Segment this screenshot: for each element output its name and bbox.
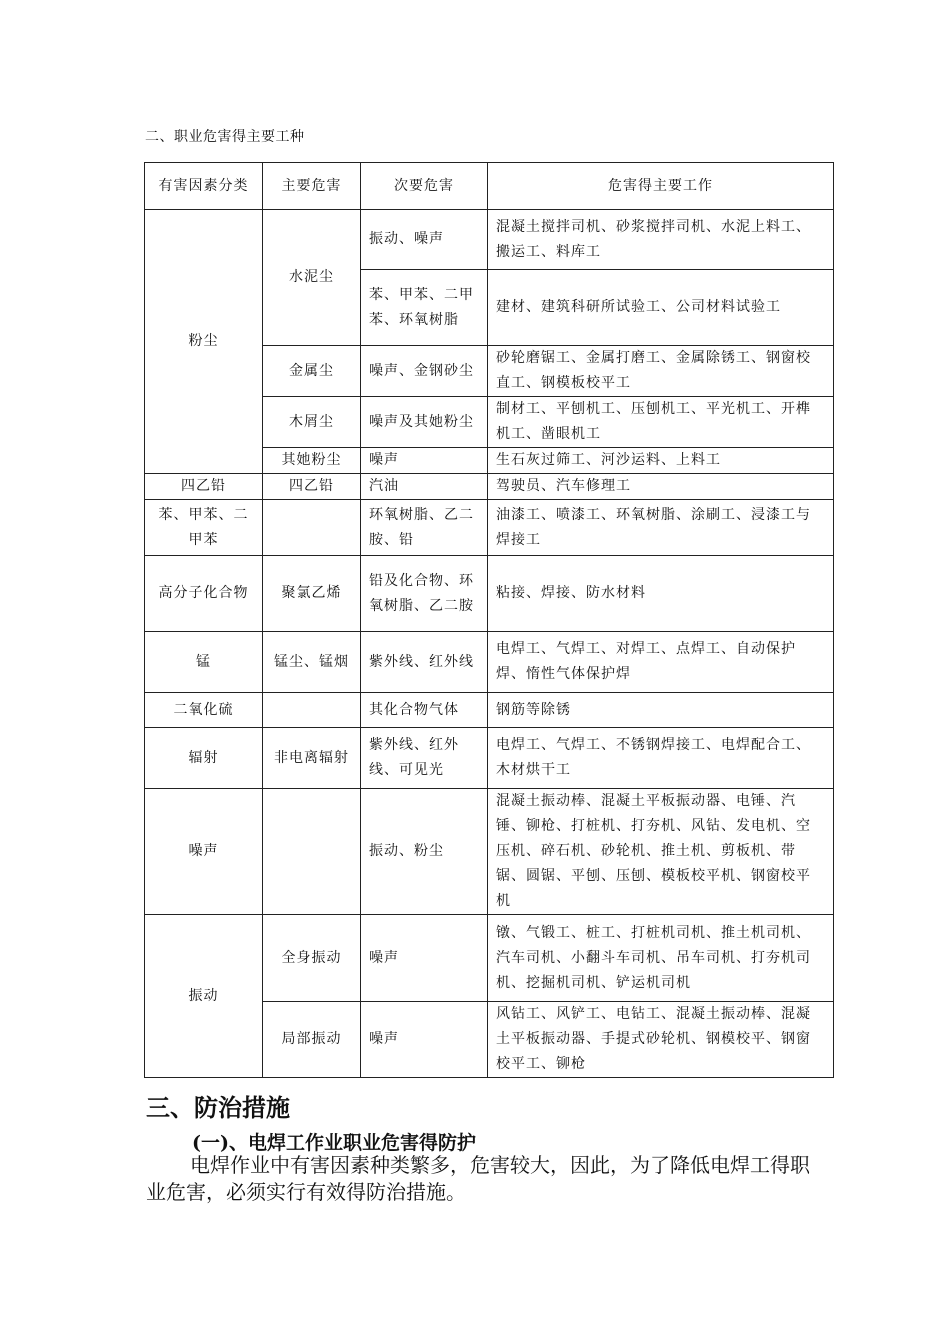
cell-main-hazard: 局部振动 xyxy=(263,1002,361,1078)
cell-minor-hazard: 噪声 xyxy=(361,1002,488,1078)
cell-work: 制材工、平刨机工、压刨机工、平光机工、开榫机工、凿眼机工 xyxy=(488,397,834,448)
cell-main-hazard: 聚氯乙烯 xyxy=(263,556,361,632)
table-row xyxy=(145,915,834,1002)
cell-category: 四乙铅 xyxy=(145,474,263,500)
body-paragraph: 电焊作业中有害因素种类繁多，危害较大，因此，为了降低电焊工得职业危害，必须实行有效得防治措施。 xyxy=(146,1153,810,1204)
cell-category: 粉尘 xyxy=(145,210,263,474)
cell-work: 粘接、焊接、防水材料 xyxy=(488,556,834,632)
cell-work: 建材、建筑科研所试验工、公司材料试验工 xyxy=(488,270,834,346)
table-row xyxy=(145,693,834,728)
table-row xyxy=(145,789,834,915)
table-row xyxy=(145,500,834,556)
cell-minor-hazard: 环氧树脂、乙二胺、铅 xyxy=(361,500,488,556)
cell-work: 电焊工、气焊工、不锈钢焊接工、电焊配合工、木材烘干工 xyxy=(488,728,834,789)
cell-minor-hazard: 苯、甲苯、二甲苯、环氧树脂 xyxy=(361,270,488,346)
cell-minor-hazard: 振动、粉尘 xyxy=(361,789,488,915)
cell-category: 苯、甲苯、二甲苯 xyxy=(145,500,263,556)
cell-minor-hazard: 噪声 xyxy=(361,448,488,474)
cell-main-hazard: 四乙铅 xyxy=(263,474,361,500)
cell-main-hazard: 全身振动 xyxy=(263,915,361,1002)
section-subtitle: 二、职业危害得主要工种 xyxy=(145,129,305,145)
cell-work: 砂轮磨锯工、金属打磨工、金属除锈工、钢窗校直工、钢模板校平工 xyxy=(488,346,834,397)
cell-minor-hazard: 紫外线、红外线、可见光 xyxy=(361,728,488,789)
cell-work: 生石灰过筛工、河沙运料、上料工 xyxy=(488,448,834,474)
hazard-table xyxy=(144,162,834,1078)
cell-work: 风钻工、风铲工、电钻工、混凝土振动棒、混凝土平板振动器、手提式砂轮机、钢模校平、钢窗校平工、铆枪 xyxy=(488,1002,834,1078)
cell-work: 电焊工、气焊工、对焊工、点焊工、自动保护焊、惰性气体保护焊 xyxy=(488,632,834,693)
cell-work: 驾驶员、汽车修理工 xyxy=(488,474,834,500)
cell-work: 混凝土搅拌司机、砂浆搅拌司机、水泥上料工、搬运工、料库工 xyxy=(488,210,834,270)
cell-category: 噪声 xyxy=(145,789,263,915)
cell-work: 镦、气锻工、桩工、打桩机司机、推土机司机、汽车司机、小翻斗车司机、吊车司机、打夯机司机、挖掘机司机、铲运机司机 xyxy=(488,915,834,1002)
subsection-heading: (一)、电焊工作业职业危害得防护 xyxy=(192,1132,476,1154)
cell-work: 混凝土振动棒、混凝土平板振动器、电锤、汽锤、铆枪、打桩机、打夯机、风钻、发电机、空压机、碎石机、砂轮机、推土机、剪板机、带锯、圆锯、平刨、压刨、模板校平机、钢窗校平机 xyxy=(488,789,834,915)
cell-work: 钢筋等除锈 xyxy=(488,693,834,728)
cell-category: 二氧化硫 xyxy=(145,693,263,728)
table-row xyxy=(145,728,834,789)
cell-main-hazard: 其她粉尘 xyxy=(263,448,361,474)
header-minor-hazard: 次要危害 xyxy=(361,163,488,210)
table-row xyxy=(145,632,834,693)
cell-main-hazard: 金属尘 xyxy=(263,346,361,397)
table-row xyxy=(145,210,834,270)
cell-work: 油漆工、喷漆工、环氧树脂、涂刷工、浸漆工与焊接工 xyxy=(488,500,834,556)
cell-main-hazard: 非电离辐射 xyxy=(263,728,361,789)
cell-minor-hazard: 紫外线、红外线 xyxy=(361,632,488,693)
section-heading: 三、防治措施 xyxy=(146,1093,290,1122)
cell-minor-hazard: 其化合物气体 xyxy=(361,693,488,728)
cell-category: 锰 xyxy=(145,632,263,693)
cell-main-hazard: 水泥尘 xyxy=(263,210,361,346)
cell-minor-hazard: 噪声 xyxy=(361,915,488,1002)
cell-minor-hazard: 铅及化合物、环氧树脂、乙二胺 xyxy=(361,556,488,632)
cell-minor-hazard: 振动、噪声 xyxy=(361,210,488,270)
header-main-hazard: 主要危害 xyxy=(263,163,361,210)
cell-main-hazard: 木屑尘 xyxy=(263,397,361,448)
header-category: 有害因素分类 xyxy=(145,163,263,210)
table-row xyxy=(145,474,834,500)
cell-category: 辐射 xyxy=(145,728,263,789)
cell-minor-hazard: 汽油 xyxy=(361,474,488,500)
cell-minor-hazard: 噪声、金钢砂尘 xyxy=(361,346,488,397)
cell-category: 振动 xyxy=(145,915,263,1078)
table-header-row xyxy=(145,163,834,210)
header-main-work: 危害得主要工作 xyxy=(488,163,834,210)
cell-main-hazard xyxy=(263,693,361,728)
table-row xyxy=(145,556,834,632)
cell-main-hazard: 锰尘、锰烟 xyxy=(263,632,361,693)
cell-category: 高分子化合物 xyxy=(145,556,263,632)
cell-minor-hazard: 噪声及其她粉尘 xyxy=(361,397,488,448)
cell-main-hazard xyxy=(263,500,361,556)
cell-main-hazard xyxy=(263,789,361,915)
